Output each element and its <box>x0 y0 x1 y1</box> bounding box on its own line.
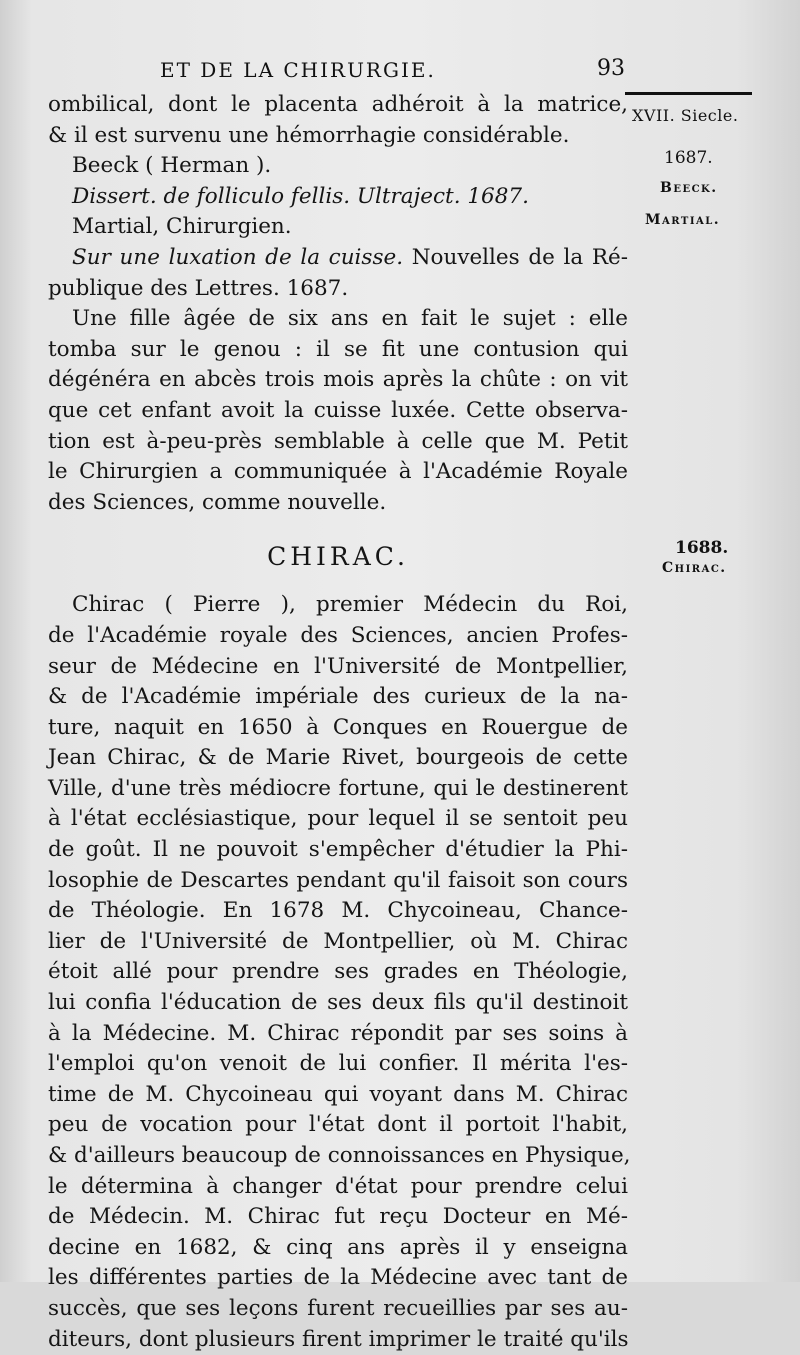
text-line: ombilical, dont le placenta adhéroit à la matrice, <box>48 92 628 117</box>
author-entry: Martial, Chirurgien. <box>72 214 292 240</box>
text-line: de goût. Il ne pouvoit s'empêcher d'étudier la Phi- <box>48 837 628 863</box>
text-line: étoit allé pour prendre ses grades en Théologie, <box>48 959 628 985</box>
margin-rule <box>625 92 752 95</box>
text-line: dégénéra en abcès trois mois après la chûte : on vit <box>48 367 628 393</box>
text-line: ture, naquit en 1650 à Conques en Rouergue de <box>48 714 628 740</box>
text-line: de Médecin. M. Chirac fut reçu Docteur en Mé- <box>48 1204 628 1230</box>
text-line: Ville, d'une très médiocre fortune, qui le destinerent <box>48 775 628 801</box>
page-number: 93 <box>597 56 625 81</box>
text-line: Jean Chirac, & de Marie Rivet, bourgeois de cette <box>48 745 628 771</box>
margin-note-martial: Martial. <box>645 212 721 228</box>
work-entry: Dissert. de folliculo fellis. Ultraject. 1687. <box>72 183 529 209</box>
text-line: de Théologie. En 1678 M. Chycoineau, Chance- <box>48 898 628 924</box>
text-line: lui confia l'éducation de ses deux fils qu'il destinoit <box>48 990 628 1016</box>
author-entry: Beeck ( Herman ). <box>72 153 272 179</box>
work-source: Nouvelles de la Ré- <box>403 244 628 270</box>
text-line: seur de Médecine en l'Université de Montpellier, <box>48 653 628 679</box>
work-title: Sur une luxation de la cuisse. <box>72 244 404 270</box>
text-line: le détermina à changer d'état pour prendre celui <box>48 1173 628 1199</box>
text-line: les différentes parties de la Médecine avec tant de <box>48 1265 628 1291</box>
text-line: peu de vocation pour l'état dont il portoit l'habit, <box>48 1112 628 1138</box>
page-header <box>0 58 800 88</box>
text-line: le Chirurgien a communiquée à l'Académie Royale <box>48 459 628 485</box>
work-entry <box>48 243 628 274</box>
text-line: que cet enfant avoit la cuisse luxée. Cette observa- <box>48 397 628 423</box>
section-heading: CHIRAC. <box>267 542 409 572</box>
text-line: l'emploi qu'on venoit de lui confier. Il mérita l'es- <box>48 1051 628 1077</box>
text-line: à la Médecine. M. Chirac répondit par ses soins à <box>48 1020 628 1046</box>
margin-note-year: 1687. <box>664 148 713 168</box>
margin-note-chirac: Chirac. <box>662 560 727 576</box>
text-line: de l'Académie royale des Sciences, ancien Profes- <box>48 622 628 648</box>
text-line: & il est survenu une hémorrhagie considérable. <box>48 122 570 148</box>
text-line: & d'ailleurs beaucoup de connoissances en Physique, <box>48 1143 631 1168</box>
text-line: Chirac ( Pierre ), premier Médecin du Roi, <box>72 592 628 618</box>
text-line: lier de l'Université de Montpellier, où M. Chirac <box>48 928 628 954</box>
text-line: succès, que ses leçons furent recueillies par ses au- <box>48 1295 628 1321</box>
margin-note-beeck: Beeck. <box>660 180 718 196</box>
text-line: time de M. Chycoineau qui voyant dans M. Chirac <box>48 1081 628 1107</box>
margin-note-century: XVII. Siecle. <box>632 106 739 125</box>
margin-note-year: 1688. <box>675 538 729 558</box>
text-line: publique des Lettres. 1687. <box>48 275 349 301</box>
text-line: Une fille âgée de six ans en fait le sujet : elle <box>72 306 628 332</box>
page-body <box>48 90 631 1355</box>
text-line: losophie de Descartes pendant qu'il faisoit son cours <box>48 867 628 893</box>
text-line: des Sciences, comme nouvelle. <box>48 489 387 515</box>
running-title: ET DE LA CHIRURGIE. <box>160 58 436 82</box>
text-line: & de l'Académie impériale des curieux de la na- <box>48 684 628 710</box>
text-line: diteurs, dont plusieurs firent imprimer le traité qu'ils <box>48 1326 629 1352</box>
text-line: à l'état ecclésiastique, pour lequel il se sentoit peu <box>48 806 628 832</box>
text-line: tion est à-peu-près semblable à celle que M. Petit <box>48 428 628 454</box>
text-line: decine en 1682, & cinq ans après il y enseigna <box>48 1234 628 1260</box>
text-line: tomba sur le genou : il se fit une contusion qui <box>48 336 628 362</box>
